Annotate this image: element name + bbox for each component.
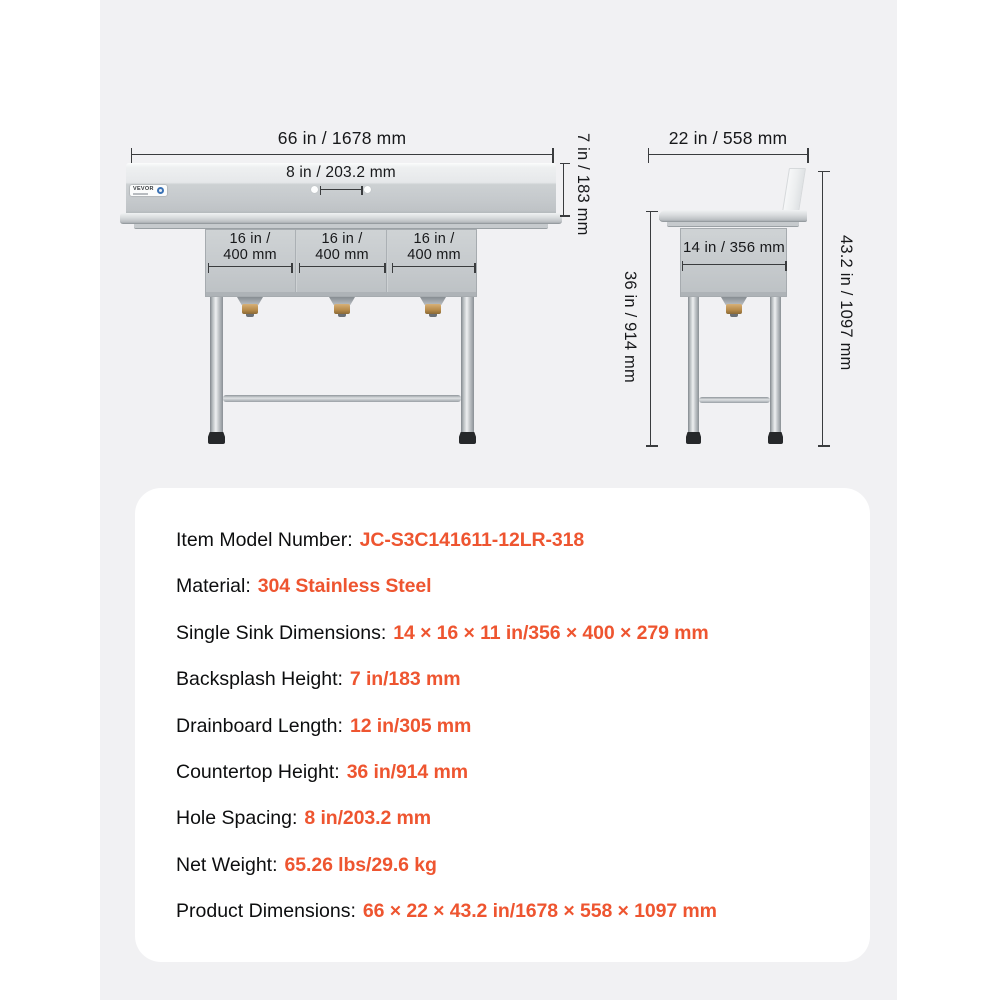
compartment-3-line1: 16 in / (413, 231, 455, 247)
spec-card (135, 488, 870, 962)
front-crossbar (223, 395, 461, 402)
side-leg-right (770, 297, 781, 434)
spec-value: 12 in/305 mm (349, 714, 472, 737)
spec-value: 8 in/203.2 mm (304, 807, 432, 830)
compartment-divider (386, 230, 388, 296)
overall-height-dimension-label: 43.2 in / 1097 mm (837, 235, 855, 371)
side-foot-right (768, 432, 783, 444)
spec-value: 7 in/183 mm (349, 668, 461, 691)
spec-label: Net Weight: (176, 853, 278, 876)
spec-row-material (176, 576, 840, 596)
compartment-2-dimension-label (315, 231, 369, 263)
compartment-3-dimension-line (392, 266, 475, 267)
front-width-dimension-line (131, 154, 553, 155)
backsplash-height-dimension-label: 7 in / 183 mm (574, 133, 592, 236)
spec-row-hole-spacing (176, 808, 840, 828)
compartment-3-line2: 400 mm (407, 247, 461, 263)
spec-label: Backsplash Height: (176, 668, 343, 691)
spec-label: Countertop Height: (176, 760, 340, 783)
compartment-2-dimension-line (299, 266, 385, 267)
drain-tip-side (730, 314, 738, 317)
drain-tip-2 (338, 314, 346, 317)
spec-value: 14 × 16 × 11 in/356 × 400 × 279 mm (393, 621, 709, 644)
spec-label: Material: (176, 575, 251, 598)
spec-label: Single Sink Dimensions: (176, 621, 387, 644)
spec-row-single-sink-dimensions (176, 623, 840, 643)
brand-logo-icon (157, 187, 164, 194)
brand-wordmark: VEVOR (133, 185, 154, 192)
brand-badge (130, 185, 167, 196)
hole-spacing-dimension-label: 8 in / 203.2 mm (286, 164, 396, 181)
compartment-2-line2: 400 mm (315, 247, 369, 263)
front-foot-right (459, 432, 476, 444)
spec-row-model (176, 530, 840, 550)
compartment-1-line2: 400 mm (223, 247, 277, 263)
faucet-hole-right (364, 186, 371, 193)
faucet-hole-left (311, 186, 318, 193)
compartment-1-dimension-label (223, 231, 277, 263)
compartment-divider (295, 230, 297, 296)
side-depth-dimension-label: 22 in / 558 mm (668, 128, 788, 148)
backsplash-height-dimension-line (563, 163, 564, 216)
front-width-dimension-label: 66 in / 1678 mm (277, 128, 407, 148)
side-crossbar (699, 397, 770, 403)
drain-nut-2 (334, 304, 350, 314)
spec-value: 65.26 lbs/29.6 kg (284, 853, 437, 876)
drain-tip-1 (246, 314, 254, 317)
spec-label: Item Model Number: (176, 529, 353, 551)
spec-value: JC-S3C141611-12LR-318 (359, 529, 585, 551)
spec-row-net-weight (176, 855, 840, 875)
brand-subline (133, 193, 148, 195)
spec-label: Hole Spacing: (176, 807, 298, 830)
hole-spacing-dimension-line (320, 189, 362, 190)
overall-height-dimension-line (822, 171, 823, 446)
compartment-2-line1: 16 in / (321, 231, 363, 247)
spec-row-backsplash-height (176, 669, 840, 689)
side-leg-left (688, 297, 699, 434)
front-leg-left (210, 297, 223, 434)
spec-row-drainboard-length (176, 716, 840, 736)
bowl-width-dimension-label: 14 in / 356 mm (682, 239, 786, 256)
spec-value: 304 Stainless Steel (257, 575, 432, 598)
countertop-underlip-side (667, 222, 799, 227)
spec-label: Drainboard Length: (176, 714, 343, 737)
compartment-1-line1: 16 in / (229, 231, 271, 247)
counter-height-dimension-label: 36 in / 914 mm (621, 271, 639, 383)
bowl-width-dimension-line (682, 264, 786, 265)
spec-row-product-dimensions (176, 901, 840, 921)
countertop-lip-side (659, 210, 807, 222)
side-depth-dimension-line (648, 154, 808, 155)
spec-value: 36 in/914 mm (346, 760, 468, 783)
spec-row-countertop-height (176, 762, 840, 782)
drain-nut-1 (242, 304, 258, 314)
drain-tip-3 (429, 314, 437, 317)
drain-nut-3 (425, 304, 441, 314)
compartment-1-dimension-line (208, 266, 292, 267)
drain-nut-side (726, 304, 742, 314)
side-foot-left (686, 432, 701, 444)
counter-height-dimension-line (650, 211, 651, 446)
front-leg-right (461, 297, 474, 434)
front-foot-left (208, 432, 225, 444)
spec-value: 66 × 22 × 43.2 in/1678 × 558 × 1097 mm (362, 900, 717, 923)
countertop-lip (120, 213, 562, 224)
spec-label: Product Dimensions: (176, 900, 356, 923)
compartment-3-dimension-label (407, 231, 461, 263)
